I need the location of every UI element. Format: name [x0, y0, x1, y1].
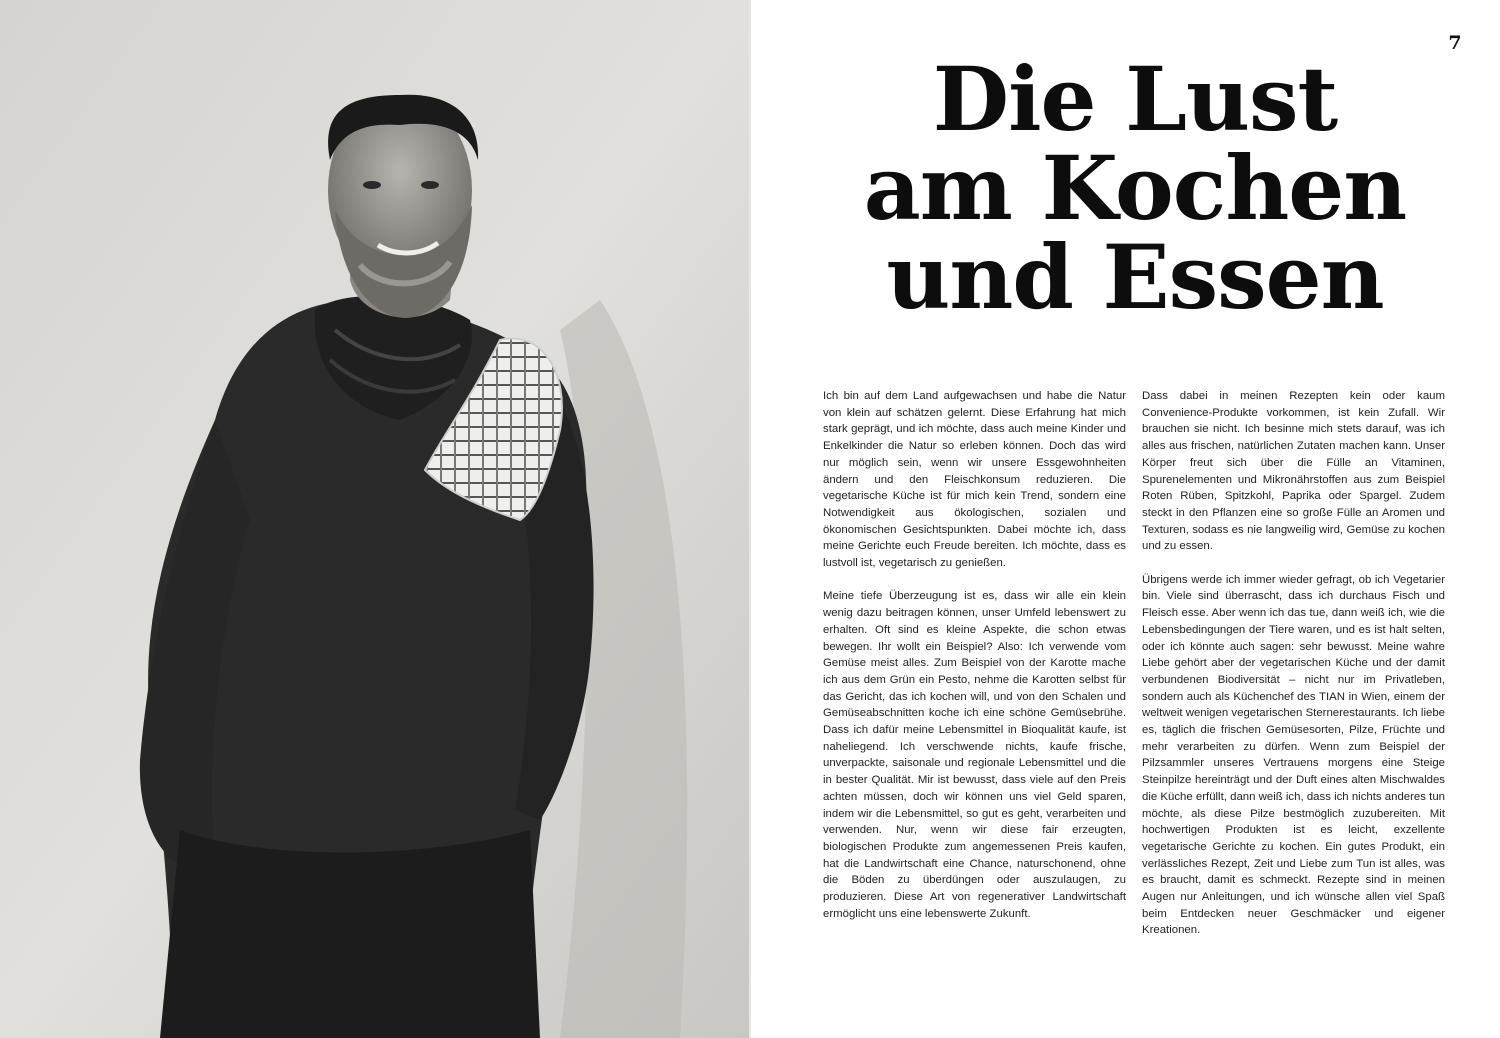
paragraph: Dass dabei in meinen Rezepten kein oder kaum Convenience-Produkte vorkommen, ist kein Zufall. Wir brauchen sie nicht. Ich besinne mich stets darauf, was ich alles aus frischen, natürlichen Zutaten machen kann. Unser Körper freut sich über die Fülle an Vitaminen, Spurenelementen und Mikronährstoffen aus zum Beispiel Roten Rüben, Spitzkohl, Paprika oder Spargel. Zudem steckt in den Pflanzen eine so große Fülle an Aromen und Texturen, sodass es nie langweilig wird, Gemüse zu kochen und zu essen. — [1142, 390, 1445, 553]
text-column-left — [823, 388, 1126, 939]
paragraph: Ich bin auf dem Land aufgewachsen und habe die Natur von klein auf schätzen gelernt. Diese Erfahrung hat mich stark geprägt, und ich möchte, dass auch meine Kinder und Enkelkinder die Natur so erleben können. Doch das wird nur möglich sein, wenn wir unsere Essgewohnheiten ändern und den Fleischkonsum reduzieren. Die vegetarische Küche ist für mich kein Trend, sondern eine Notwendigkeit aus ökologischen, sozialen und ökonomischen Gesichtspunkten. Dabei möchte ich, dass meine Gerichte euch Freude bereiten. Ich möchte, dass es lustvoll ist, vegetarisch zu genießen. — [823, 390, 1126, 570]
title-line: Die Lust — [932, 47, 1338, 151]
title-line: und Essen — [886, 225, 1384, 329]
text-column-right — [1142, 388, 1445, 956]
page-gutter — [749, 0, 751, 1038]
page-number: 7 — [1448, 32, 1462, 54]
paragraph: Übrigens werde ich immer wieder gefragt, ob ich Vegetarier bin. Viele sind überrascht, dass ich durchaus Fisch und Fleisch esse. Aber wenn ich das tue, dann weiß ich, wie die Lebensbedingungen der Tiere waren, und es ist halt selten, oder ich könnte auch sagen: sehr bewusst. Meine wahre Liebe gehört aber der vegetarischen Küche und der damit verbundenen Biodiversität – nicht nur im Privatleben, sondern auch als Küchenchef des TIAN in Wien, einem der weltweit wenigen vegetarischen Sternerestaurants. Ich liebe es, täglich die frischen Gemüsesorten, Pilze, Früchte und mehr verarbeiten zu dürfen. Wenn zum Beispiel der Pilzsammler unseres Vertrauens morgens eine Steige Steinpilze hereinträgt und der Duft eines alten Mischwaldes die Küche erfüllt, dann weiß ich, dass ich nichts anderes tun möchte, als diese Pilze bestmöglich zuzubereiten. Mit hochwertigen Produkten ist es leicht, exzellente vegetarische Gerichte zu kochen. Ein gutes Produkt, ein verlässliches Rezept, Zeit und Liebe zum Tun ist alles, was es braucht, damit es schmeckt. Rezepte sind in meinen Augen nur Anleitungen, und ich wünsche allen viel Spaß beim Entdecken neuer Geschmäcker und eigener Kreationen. — [1142, 573, 1445, 937]
paragraph: Meine tiefe Überzeugung ist es, dass wir alle ein klein wenig dazu beitragen können, unser Umfeld lebenswert zu erhalten. Oft sind es kleine Aspekte, die schon etwas bewegen. Ihr wollt ein Beispiel? Also: Ich verwende vom Gemüse meist alles. Zum Beispiel von der Karotte mache ich aus dem Grün ein Pesto, nehme die Karotten selbst für das Gericht, das ich kochen will, und von den Schalen und Gemüseabschnitten koche ich eine schöne Gemüsebrühe. Dass ich dafür meine Lebensmittel in Bioqualität kaufe, ist naheliegend. Ich verschwende nichts, kaufe frische, unverpackte, saisonale und regionale Lebensmittel und die in bester Qualität. Mir ist bewusst, dass viele auf den Preis achten müssen, doch wir können uns viel Geld sparen, indem wir die Lebensmittel, so gut es geht, verarbeiten und verwenden. Nur, wenn wir diese fair erzeugten, biologischen Produkte zum angemessenen Preis kaufen, hat die Landwirtschaft eine Chance, naturschonend, ohne die Böden zu überdüngen oder auszulaugen, zu produzieren. Diese Art von regenerativer Landwirtschaft ermöglicht uns eine lebenswerte Zukunft. — [823, 590, 1126, 920]
page-title — [800, 47, 1470, 329]
portrait-photo — [0, 0, 749, 1038]
title-line: am Kochen — [863, 136, 1407, 240]
